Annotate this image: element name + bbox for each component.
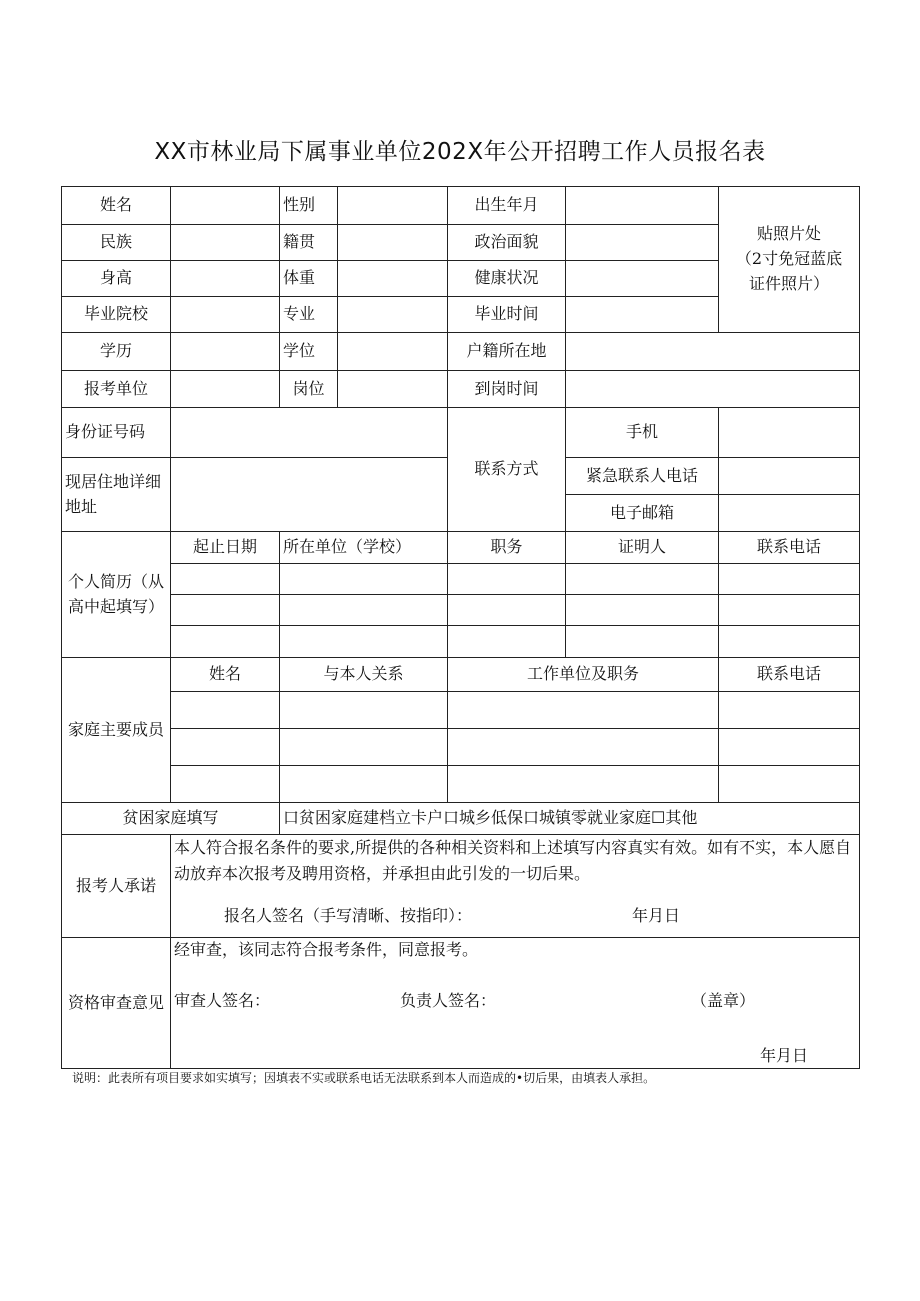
label-health: 健康状况 <box>448 261 566 297</box>
label-emergency: 紧急联系人电话 <box>566 458 719 495</box>
label-family: 家庭主要成员 <box>62 658 171 803</box>
review-box <box>171 938 860 1069</box>
input-major[interactable] <box>338 297 448 333</box>
family-row <box>62 766 860 803</box>
label-degree: 学位 <box>280 333 338 371</box>
label-ethnicity: 民族 <box>62 225 171 261</box>
label-hukou: 户籍所在地 <box>448 333 566 371</box>
family-cell[interactable] <box>448 766 719 803</box>
resume-cell[interactable] <box>171 595 280 626</box>
input-mobile[interactable] <box>719 408 860 458</box>
input-position[interactable] <box>338 371 448 408</box>
label-education: 学历 <box>62 333 171 371</box>
input-native-place[interactable] <box>338 225 448 261</box>
input-ethnicity[interactable] <box>171 225 280 261</box>
resume-cell[interactable] <box>171 626 280 658</box>
input-hukou[interactable] <box>566 333 860 371</box>
family-header: 工作单位及职务 <box>448 658 719 692</box>
resume-cell[interactable] <box>448 626 566 658</box>
resume-cell[interactable] <box>566 595 719 626</box>
resume-cell[interactable] <box>171 564 280 595</box>
resume-header: 证明人 <box>566 532 719 564</box>
photo-label-1: 贴照片处 <box>756 224 821 244</box>
input-gender[interactable] <box>338 187 448 225</box>
label-pledge: 报考人承诺 <box>62 835 171 938</box>
family-cell[interactable] <box>171 692 280 729</box>
resume-header: 起止日期 <box>171 532 280 564</box>
resume-row <box>62 626 860 658</box>
family-cell[interactable] <box>280 766 448 803</box>
pledge-signature-line[interactable] <box>174 904 856 929</box>
label-address: 现居住地详细地址 <box>62 458 171 532</box>
resume-cell[interactable] <box>566 564 719 595</box>
family-cell[interactable] <box>171 729 280 766</box>
pledge-text: 本人符合报名条件的要求,所提供的各种相关资料和上述填写内容真实有效。如有不实，本人愿自动放弃本次报考及聘用资格，并承担由此引发的一切后果。 <box>174 838 852 883</box>
family-header: 姓名 <box>171 658 280 692</box>
input-education[interactable] <box>171 333 280 371</box>
family-cell[interactable] <box>171 766 280 803</box>
review-text: 经审查，该同志符合报考条件，同意报考。 <box>174 940 479 959</box>
footnote: 说明：此表所有项目要求如实填写；因填表不实或联系电话无法联系到本人而造成的•切后果，由填表人承担。 <box>72 1071 656 1085</box>
resume-cell[interactable] <box>448 595 566 626</box>
family-cell[interactable] <box>448 692 719 729</box>
label-apply-unit: 报考单位 <box>62 371 171 408</box>
photo-area[interactable] <box>719 187 860 333</box>
resume-row <box>62 595 860 626</box>
family-header: 联系电话 <box>719 658 860 692</box>
label-major: 专业 <box>280 297 338 333</box>
resume-header: 所在单位（学校） <box>280 532 448 564</box>
pledge-date: 年月日 <box>632 906 681 926</box>
label-resume: 个人简历（从高中起填写） <box>62 532 171 658</box>
resume-cell[interactable] <box>280 595 448 626</box>
input-degree[interactable] <box>338 333 448 371</box>
label-poverty: 贫困家庭填写 <box>62 803 280 835</box>
family-cell[interactable] <box>719 729 860 766</box>
label-birth: 出生年月 <box>448 187 566 225</box>
label-report-time: 到岗时间 <box>448 371 566 408</box>
photo-label-2: （2寸免冠蓝底 <box>735 249 843 269</box>
pledge-box <box>171 835 860 938</box>
input-birth[interactable] <box>566 187 719 225</box>
label-weight: 体重 <box>280 261 338 297</box>
label-gender: 性别 <box>280 187 338 225</box>
resume-cell[interactable] <box>566 626 719 658</box>
input-apply-unit[interactable] <box>171 371 280 408</box>
label-native-place: 籍贯 <box>280 225 338 261</box>
input-emergency[interactable] <box>719 458 860 495</box>
family-row <box>62 729 860 766</box>
label-name: 姓名 <box>62 187 171 225</box>
family-cell[interactable] <box>280 692 448 729</box>
input-email[interactable] <box>719 495 860 532</box>
input-grad-time[interactable] <box>566 297 719 333</box>
resume-header: 职务 <box>448 532 566 564</box>
poverty-options[interactable]: 口贫困家庭建档立卡户口城乡低保口城镇零就业家庭☐其他 <box>280 803 860 835</box>
label-political: 政治面貌 <box>448 225 566 261</box>
label-grad-time: 毕业时间 <box>448 297 566 333</box>
resume-cell[interactable] <box>280 564 448 595</box>
resume-cell[interactable] <box>719 564 860 595</box>
input-report-time[interactable] <box>566 371 860 408</box>
label-position: 岗位 <box>280 371 338 408</box>
leader-sign-label: 负责人签名： <box>400 990 497 1010</box>
label-review: 资格审查意见 <box>62 938 171 1069</box>
application-form-table <box>61 186 860 1069</box>
family-row <box>62 692 860 729</box>
family-header: 与本人关系 <box>280 658 448 692</box>
input-weight[interactable] <box>338 261 448 297</box>
label-mobile: 手机 <box>566 408 719 458</box>
family-cell[interactable] <box>280 729 448 766</box>
input-political[interactable] <box>566 225 719 261</box>
resume-cell[interactable] <box>280 626 448 658</box>
review-date: 年月日 <box>759 1045 808 1065</box>
input-school[interactable] <box>171 297 280 333</box>
input-address[interactable] <box>171 458 448 532</box>
pledge-sign-label: 报名人签名（手写清晰、按指印）： <box>224 906 473 926</box>
input-id-number[interactable] <box>171 408 448 458</box>
label-email: 电子邮箱 <box>566 495 719 532</box>
resume-row <box>62 564 860 595</box>
form-title: XX市林业局下属事业单位202X年公开招聘工作人员报名表 <box>154 139 766 165</box>
label-id-number: 身份证号码 <box>62 408 171 458</box>
family-cell[interactable] <box>719 692 860 729</box>
input-name[interactable] <box>171 187 280 225</box>
resume-cell[interactable] <box>448 564 566 595</box>
family-cell[interactable] <box>448 729 719 766</box>
resume-cell[interactable] <box>719 626 860 658</box>
resume-cell[interactable] <box>719 595 860 626</box>
photo-label-3: 证件照片） <box>748 273 829 293</box>
review-signature-line[interactable] <box>174 989 856 1014</box>
resume-header: 联系电话 <box>719 532 860 564</box>
input-health[interactable] <box>566 261 719 297</box>
label-contact-method: 联系方式 <box>448 408 566 532</box>
reviewer-sign-label: 审查人签名： <box>174 990 271 1010</box>
label-school: 毕业院校 <box>62 297 171 333</box>
family-cell[interactable] <box>719 766 860 803</box>
label-height: 身高 <box>62 261 171 297</box>
input-height[interactable] <box>171 261 280 297</box>
seal-label: （盖章） <box>691 990 756 1010</box>
